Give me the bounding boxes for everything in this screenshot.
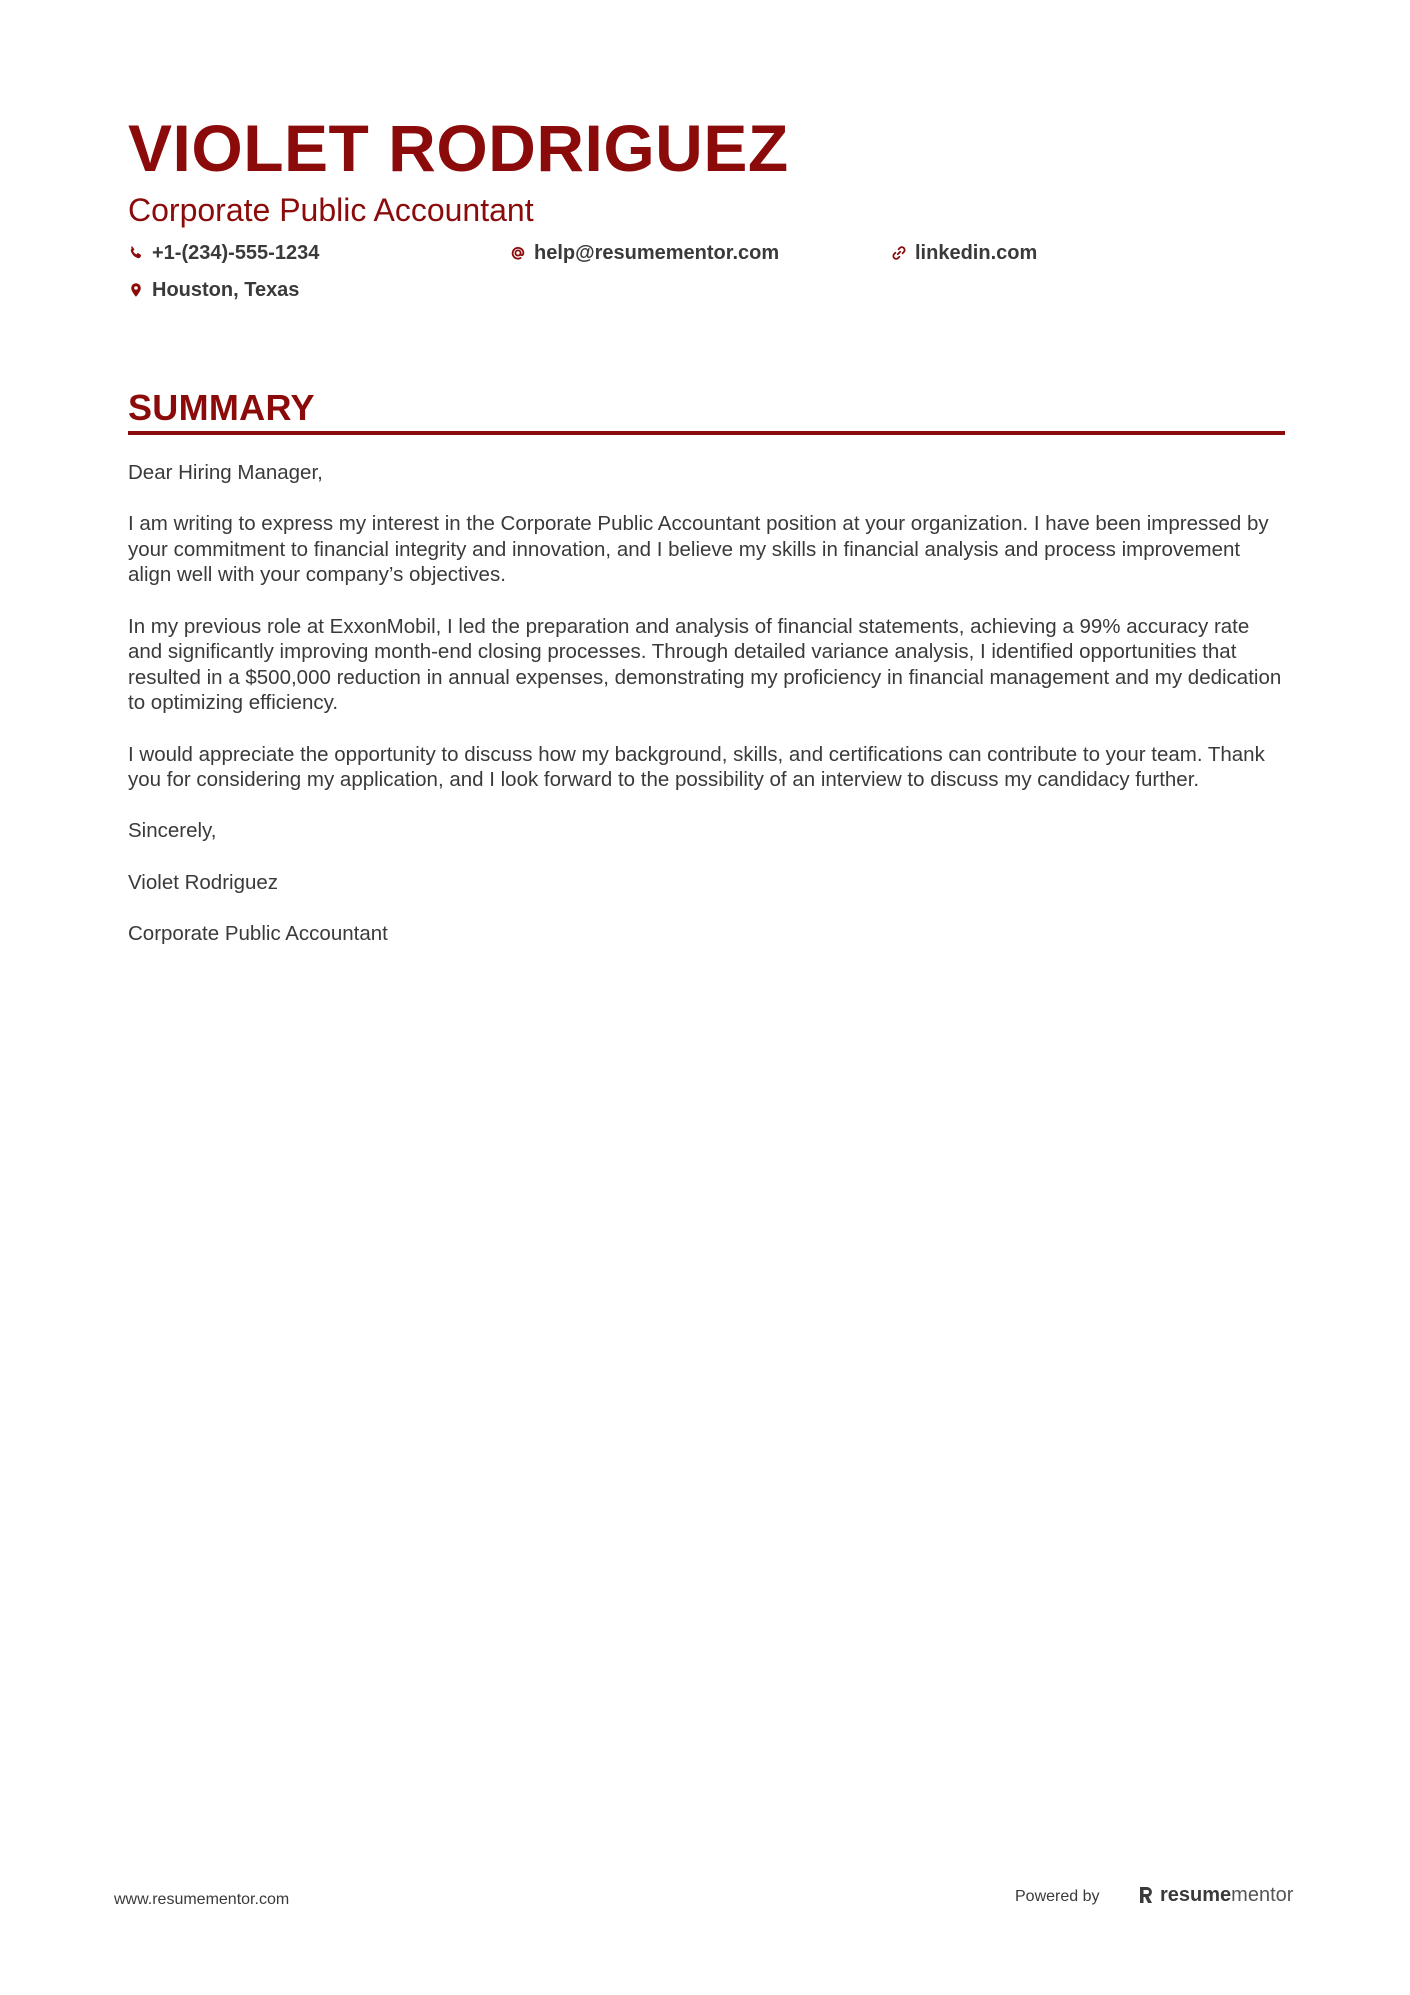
- brand-logo[interactable]: [1138, 1882, 1293, 1908]
- closing: Sincerely,: [128, 819, 217, 843]
- linkedin-text[interactable]: linkedin.com: [915, 242, 1038, 264]
- brand-name-bold: resume: [1160, 1884, 1232, 1906]
- salutation: Dear Hiring Manager,: [128, 461, 323, 484]
- powered-by-label: Powered by: [1015, 1888, 1100, 1905]
- letter-paragraph: I would appreciate the opportunity to discuss how my background, skills, and certifications can contribute to your team. Thank you for considering my application, and I look forward to the possibility of an interview to discuss my candidacy further.: [128, 742, 1265, 792]
- cover-letter-body: [128, 460, 1288, 972]
- location-text: Houston, Texas: [152, 279, 300, 301]
- contact-email[interactable]: [510, 241, 779, 265]
- map-pin-icon: [128, 282, 144, 298]
- phone-text: +1-(234)-555-1234: [152, 242, 320, 264]
- signature-name: Violet Rodriguez: [128, 870, 279, 894]
- section-divider: [128, 431, 1285, 435]
- section-heading-summary: SUMMARY: [128, 387, 315, 428]
- footer-website-link[interactable]: www.resumementor.com: [114, 1891, 290, 1908]
- email-text[interactable]: help@resumementor.com: [534, 242, 780, 264]
- job-title: Corporate Public Accountant: [128, 192, 534, 228]
- contact-location: [128, 278, 299, 302]
- phone-icon: [128, 245, 144, 261]
- at-icon: [510, 245, 526, 261]
- brand-name-light: mentor: [1231, 1884, 1294, 1906]
- resumementor-logo-icon: [1138, 1885, 1154, 1905]
- letter-paragraph: In my previous role at ExxonMobil, I led the preparation and analysis of financial statements, achieving a 99% accuracy rate and significantly improving month-end closing processes. Through detailed variance analysis, I identified opportunities that resulted in a $500,000 reduction in annual expenses, demonstrating my proficiency in financial management and my dedication to optimizing efficiency.: [128, 614, 1282, 715]
- signature-title: Corporate Public Accountant: [128, 921, 388, 945]
- letter-paragraph: I am writing to express my interest in the Corporate Public Accountant position at your organization. I have been impressed by your commitment to financial integrity and innovation, and I believe my skills in financial analysis and process improvement align well with your company’s objectives.: [128, 512, 1269, 587]
- candidate-name: VIOLET RODRIGUEZ: [128, 111, 789, 185]
- contact-phone: [128, 241, 319, 265]
- link-icon: [891, 245, 907, 261]
- contact-linkedin[interactable]: [891, 241, 1037, 265]
